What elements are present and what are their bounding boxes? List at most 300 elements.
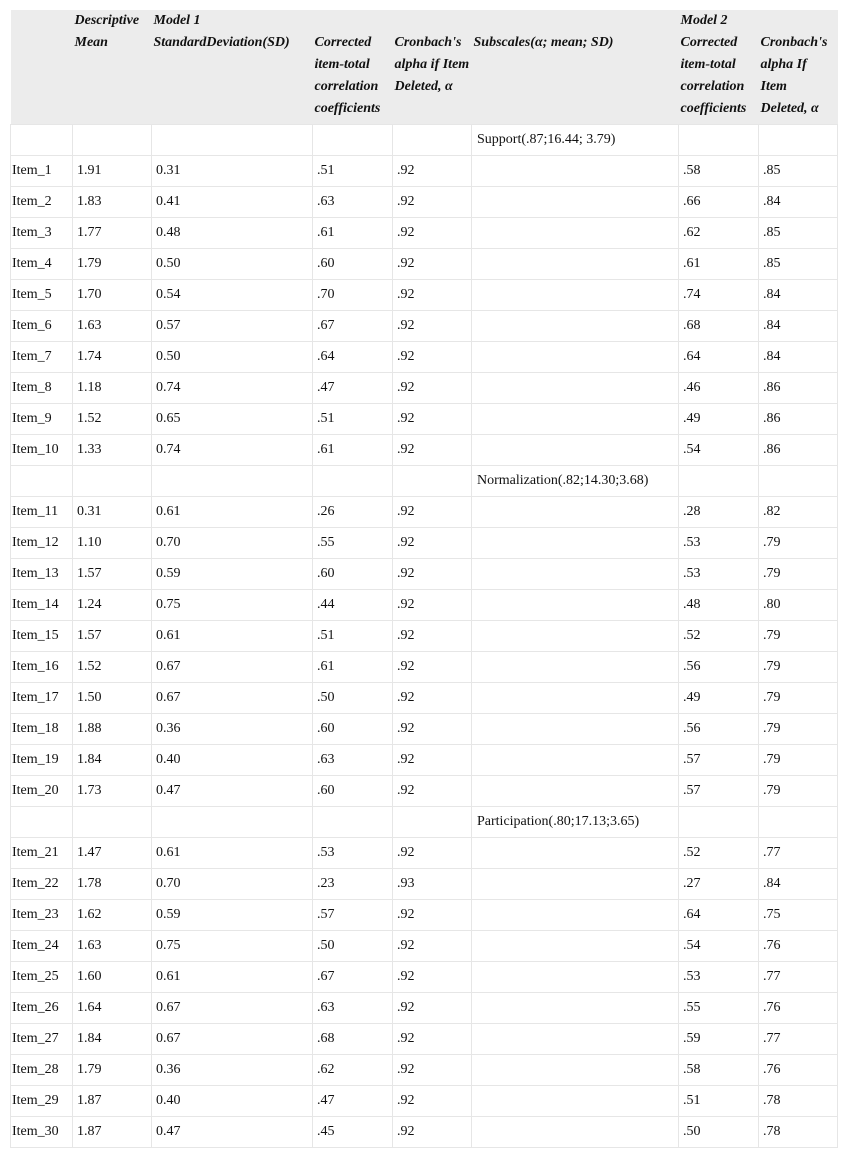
item-name-cell: Item_8 <box>11 373 73 404</box>
m1-alpha-cell: .92 <box>393 342 472 373</box>
m2-alpha-cell: .79 <box>759 652 838 683</box>
header-cell: Model 1 <box>152 10 313 32</box>
sd-cell: 0.67 <box>152 652 313 683</box>
subscale-cell <box>472 435 679 466</box>
m2-correlation-cell: .59 <box>679 1024 759 1055</box>
subscale-cell <box>472 373 679 404</box>
m1-alpha-cell: .92 <box>393 931 472 962</box>
table-row <box>11 559 838 590</box>
subscale-cell <box>472 1055 679 1086</box>
header-cell: StandardDeviation(SD) <box>152 32 313 125</box>
m1-correlation-cell: .51 <box>313 156 393 187</box>
subscale-cell <box>472 900 679 931</box>
mean-cell: 1.63 <box>73 931 152 962</box>
m2-correlation-cell: .53 <box>679 962 759 993</box>
empty-cell <box>679 807 759 838</box>
subscale-cell <box>472 218 679 249</box>
subscale-cell <box>472 187 679 218</box>
m2-alpha-cell: .80 <box>759 590 838 621</box>
m2-alpha-cell: .85 <box>759 249 838 280</box>
m1-correlation-cell: .50 <box>313 931 393 962</box>
item-name-cell: Item_18 <box>11 714 73 745</box>
item-name-cell: Item_29 <box>11 1086 73 1117</box>
m1-alpha-cell: .92 <box>393 714 472 745</box>
sd-cell: 0.36 <box>152 1055 313 1086</box>
empty-cell <box>11 807 73 838</box>
subscale-cell <box>472 838 679 869</box>
sd-cell: 0.67 <box>152 683 313 714</box>
subscale-cell <box>472 342 679 373</box>
m2-correlation-cell: .64 <box>679 900 759 931</box>
m2-correlation-cell: .51 <box>679 1086 759 1117</box>
m1-correlation-cell: .63 <box>313 993 393 1024</box>
m1-correlation-cell: .61 <box>313 652 393 683</box>
m2-correlation-cell: .57 <box>679 776 759 807</box>
table-row <box>11 745 838 776</box>
item-name-cell: Item_14 <box>11 590 73 621</box>
item-name-cell: Item_21 <box>11 838 73 869</box>
m1-alpha-cell: .92 <box>393 1024 472 1055</box>
header-row-1 <box>11 10 838 32</box>
table-row <box>11 962 838 993</box>
table-row <box>11 404 838 435</box>
empty-cell <box>393 807 472 838</box>
m1-alpha-cell: .92 <box>393 900 472 931</box>
header-cell <box>11 10 73 32</box>
sd-cell: 0.75 <box>152 931 313 962</box>
subscale-cell <box>472 993 679 1024</box>
mean-cell: 1.88 <box>73 714 152 745</box>
header-cell: Mean <box>73 32 152 125</box>
mean-cell: 1.77 <box>73 218 152 249</box>
mean-cell: 1.70 <box>73 280 152 311</box>
m2-alpha-cell: .77 <box>759 1024 838 1055</box>
empty-cell <box>11 466 73 497</box>
item-name-cell: Item_9 <box>11 404 73 435</box>
m2-alpha-cell: .78 <box>759 1086 838 1117</box>
m1-alpha-cell: .92 <box>393 373 472 404</box>
mean-cell: 1.57 <box>73 559 152 590</box>
subscale-cell <box>472 311 679 342</box>
m2-correlation-cell: .27 <box>679 869 759 900</box>
item-name-cell: Item_13 <box>11 559 73 590</box>
sd-cell: 0.74 <box>152 373 313 404</box>
m2-alpha-cell: .86 <box>759 435 838 466</box>
empty-cell <box>313 125 393 156</box>
m1-alpha-cell: .92 <box>393 1055 472 1086</box>
header-cell: Corrected item-total correlation coefficients <box>679 32 759 125</box>
mean-cell: 1.52 <box>73 404 152 435</box>
m1-correlation-cell: .55 <box>313 528 393 559</box>
header-cell <box>313 10 393 32</box>
subscale-cell <box>472 714 679 745</box>
m2-correlation-cell: .68 <box>679 311 759 342</box>
sd-cell: 0.31 <box>152 156 313 187</box>
table-row <box>11 993 838 1024</box>
m1-correlation-cell: .51 <box>313 404 393 435</box>
table-row <box>11 280 838 311</box>
m1-correlation-cell: .50 <box>313 683 393 714</box>
item-name-cell: Item_28 <box>11 1055 73 1086</box>
m1-alpha-cell: .92 <box>393 435 472 466</box>
header-cell <box>759 10 838 32</box>
m2-alpha-cell: .79 <box>759 745 838 776</box>
subscale-cell <box>472 745 679 776</box>
m2-correlation-cell: .49 <box>679 404 759 435</box>
mean-cell: 1.60 <box>73 962 152 993</box>
m2-alpha-cell: .75 <box>759 900 838 931</box>
m2-correlation-cell: .54 <box>679 931 759 962</box>
item-name-cell: Item_7 <box>11 342 73 373</box>
m2-correlation-cell: .53 <box>679 559 759 590</box>
reliability-table <box>10 10 838 1148</box>
m1-alpha-cell: .92 <box>393 497 472 528</box>
subscale-cell <box>472 683 679 714</box>
subscale-cell <box>472 931 679 962</box>
m2-correlation-cell: .52 <box>679 621 759 652</box>
empty-cell <box>679 125 759 156</box>
item-name-cell: Item_25 <box>11 962 73 993</box>
table-row <box>11 187 838 218</box>
subscale-cell <box>472 280 679 311</box>
item-name-cell: Item_6 <box>11 311 73 342</box>
m2-correlation-cell: .64 <box>679 342 759 373</box>
header-cell <box>11 32 73 125</box>
sd-cell: 0.47 <box>152 776 313 807</box>
empty-cell <box>152 807 313 838</box>
m2-correlation-cell: .52 <box>679 838 759 869</box>
subscale-cell <box>472 590 679 621</box>
m2-alpha-cell: .82 <box>759 497 838 528</box>
mean-cell: 1.87 <box>73 1086 152 1117</box>
mean-cell: 1.10 <box>73 528 152 559</box>
m1-alpha-cell: .92 <box>393 683 472 714</box>
m1-alpha-cell: .92 <box>393 776 472 807</box>
m1-correlation-cell: .47 <box>313 373 393 404</box>
m2-alpha-cell: .85 <box>759 156 838 187</box>
m2-correlation-cell: .56 <box>679 714 759 745</box>
m2-alpha-cell: .79 <box>759 621 838 652</box>
mean-cell: 1.24 <box>73 590 152 621</box>
mean-cell: 1.64 <box>73 993 152 1024</box>
mean-cell: 1.52 <box>73 652 152 683</box>
m2-alpha-cell: .84 <box>759 869 838 900</box>
mean-cell: 1.62 <box>73 900 152 931</box>
empty-cell <box>759 807 838 838</box>
m1-alpha-cell: .92 <box>393 621 472 652</box>
subscale-label: Support(.87;16.44; 3.79) <box>472 125 679 156</box>
table-row <box>11 218 838 249</box>
mean-cell: 1.50 <box>73 683 152 714</box>
m2-correlation-cell: .56 <box>679 652 759 683</box>
m1-correlation-cell: .26 <box>313 497 393 528</box>
m2-alpha-cell: .79 <box>759 776 838 807</box>
table-row <box>11 1055 838 1086</box>
header-cell: Cronbach's alpha if Item Deleted, α <box>393 32 472 125</box>
subscale-cell <box>472 559 679 590</box>
item-name-cell: Item_11 <box>11 497 73 528</box>
sd-cell: 0.48 <box>152 218 313 249</box>
m2-correlation-cell: .62 <box>679 218 759 249</box>
header-cell <box>472 10 679 32</box>
table-row <box>11 373 838 404</box>
m2-alpha-cell: .86 <box>759 373 838 404</box>
mean-cell: 1.91 <box>73 156 152 187</box>
sd-cell: 0.41 <box>152 187 313 218</box>
m2-alpha-cell: .86 <box>759 404 838 435</box>
m1-alpha-cell: .92 <box>393 280 472 311</box>
table-row <box>11 342 838 373</box>
item-name-cell: Item_4 <box>11 249 73 280</box>
m1-correlation-cell: .68 <box>313 1024 393 1055</box>
m1-correlation-cell: .57 <box>313 900 393 931</box>
sd-cell: 0.50 <box>152 342 313 373</box>
table-row <box>11 156 838 187</box>
item-name-cell: Item_26 <box>11 993 73 1024</box>
mean-cell: 1.78 <box>73 869 152 900</box>
m2-correlation-cell: .28 <box>679 497 759 528</box>
m2-alpha-cell: .79 <box>759 559 838 590</box>
sd-cell: 0.70 <box>152 528 313 559</box>
mean-cell: 1.84 <box>73 745 152 776</box>
m1-alpha-cell: .92 <box>393 528 472 559</box>
m2-correlation-cell: .49 <box>679 683 759 714</box>
m2-correlation-cell: .57 <box>679 745 759 776</box>
empty-cell <box>759 466 838 497</box>
header-cell <box>393 10 472 32</box>
table-header <box>11 10 838 125</box>
sd-cell: 0.61 <box>152 497 313 528</box>
m2-alpha-cell: .79 <box>759 683 838 714</box>
m2-correlation-cell: .46 <box>679 373 759 404</box>
subscale-cell <box>472 869 679 900</box>
m2-alpha-cell: .76 <box>759 931 838 962</box>
mean-cell: 0.31 <box>73 497 152 528</box>
sd-cell: 0.67 <box>152 1024 313 1055</box>
m1-correlation-cell: .23 <box>313 869 393 900</box>
mean-cell: 1.79 <box>73 1055 152 1086</box>
m1-correlation-cell: .67 <box>313 962 393 993</box>
item-name-cell: Item_27 <box>11 1024 73 1055</box>
empty-cell <box>393 125 472 156</box>
mean-cell: 1.83 <box>73 187 152 218</box>
m1-alpha-cell: .92 <box>393 559 472 590</box>
m2-alpha-cell: .84 <box>759 311 838 342</box>
mean-cell: 1.74 <box>73 342 152 373</box>
m2-correlation-cell: .50 <box>679 1117 759 1148</box>
subscale-label: Participation(.80;17.13;3.65) <box>472 807 679 838</box>
empty-cell <box>73 807 152 838</box>
sd-cell: 0.59 <box>152 900 313 931</box>
sd-cell: 0.40 <box>152 745 313 776</box>
header-row-2 <box>11 32 838 125</box>
header-cell: Descriptive <box>73 10 152 32</box>
item-name-cell: Item_23 <box>11 900 73 931</box>
m1-correlation-cell: .47 <box>313 1086 393 1117</box>
m2-correlation-cell: .61 <box>679 249 759 280</box>
m1-correlation-cell: .45 <box>313 1117 393 1148</box>
m1-alpha-cell: .92 <box>393 652 472 683</box>
subscale-cell <box>472 156 679 187</box>
m1-alpha-cell: .92 <box>393 993 472 1024</box>
item-name-cell: Item_3 <box>11 218 73 249</box>
header-cell: Model 2 <box>679 10 759 32</box>
empty-cell <box>759 125 838 156</box>
empty-cell <box>313 807 393 838</box>
empty-cell <box>11 125 73 156</box>
sd-cell: 0.74 <box>152 435 313 466</box>
m2-alpha-cell: .85 <box>759 218 838 249</box>
sd-cell: 0.54 <box>152 280 313 311</box>
sd-cell: 0.57 <box>152 311 313 342</box>
table-row <box>11 528 838 559</box>
m2-correlation-cell: .54 <box>679 435 759 466</box>
item-name-cell: Item_1 <box>11 156 73 187</box>
item-name-cell: Item_20 <box>11 776 73 807</box>
m2-alpha-cell: .76 <box>759 993 838 1024</box>
header-cell: Corrected item-total correlation coefficients <box>313 32 393 125</box>
m1-alpha-cell: .92 <box>393 311 472 342</box>
subscale-cell <box>472 621 679 652</box>
m1-alpha-cell: .92 <box>393 156 472 187</box>
empty-cell <box>679 466 759 497</box>
item-name-cell: Item_24 <box>11 931 73 962</box>
subscale-cell <box>472 1024 679 1055</box>
m1-correlation-cell: .67 <box>313 311 393 342</box>
table-row <box>11 621 838 652</box>
table-row <box>11 497 838 528</box>
empty-cell <box>393 466 472 497</box>
subscale-label: Normalization(.82;14.30;3.68) <box>472 466 679 497</box>
m1-correlation-cell: .60 <box>313 714 393 745</box>
empty-cell <box>152 466 313 497</box>
table-row <box>11 1024 838 1055</box>
m1-alpha-cell: .93 <box>393 869 472 900</box>
subscale-cell <box>472 652 679 683</box>
item-name-cell: Item_5 <box>11 280 73 311</box>
m2-correlation-cell: .48 <box>679 590 759 621</box>
subscale-cell <box>472 1086 679 1117</box>
sd-cell: 0.47 <box>152 1117 313 1148</box>
sd-cell: 0.61 <box>152 962 313 993</box>
subscale-row <box>11 807 838 838</box>
sd-cell: 0.61 <box>152 621 313 652</box>
m1-correlation-cell: .70 <box>313 280 393 311</box>
table-row <box>11 249 838 280</box>
subscale-row <box>11 466 838 497</box>
m2-correlation-cell: .58 <box>679 1055 759 1086</box>
m2-alpha-cell: .84 <box>759 342 838 373</box>
m2-correlation-cell: .66 <box>679 187 759 218</box>
subscale-cell <box>472 528 679 559</box>
table-row <box>11 311 838 342</box>
sd-cell: 0.70 <box>152 869 313 900</box>
table-row <box>11 714 838 745</box>
m2-alpha-cell: .78 <box>759 1117 838 1148</box>
m2-correlation-cell: .55 <box>679 993 759 1024</box>
m1-alpha-cell: .92 <box>393 962 472 993</box>
m2-correlation-cell: .53 <box>679 528 759 559</box>
empty-cell <box>152 125 313 156</box>
mean-cell: 1.33 <box>73 435 152 466</box>
m1-alpha-cell: .92 <box>393 590 472 621</box>
m2-alpha-cell: .84 <box>759 280 838 311</box>
m2-correlation-cell: .74 <box>679 280 759 311</box>
m2-alpha-cell: .77 <box>759 962 838 993</box>
m1-correlation-cell: .60 <box>313 249 393 280</box>
header-cell: Subscales(α; mean; SD) <box>472 32 679 125</box>
item-name-cell: Item_22 <box>11 869 73 900</box>
item-name-cell: Item_17 <box>11 683 73 714</box>
empty-cell <box>73 466 152 497</box>
table-body <box>11 125 838 1148</box>
mean-cell: 1.79 <box>73 249 152 280</box>
subscale-cell <box>472 249 679 280</box>
m1-correlation-cell: .61 <box>313 435 393 466</box>
m2-correlation-cell: .58 <box>679 156 759 187</box>
m1-alpha-cell: .92 <box>393 1117 472 1148</box>
m1-correlation-cell: .44 <box>313 590 393 621</box>
empty-cell <box>313 466 393 497</box>
table-row <box>11 869 838 900</box>
subscale-row <box>11 125 838 156</box>
header-cell: Cronbach's alpha If Item Deleted, α <box>759 32 838 125</box>
sd-cell: 0.65 <box>152 404 313 435</box>
mean-cell: 1.63 <box>73 311 152 342</box>
m1-alpha-cell: .92 <box>393 187 472 218</box>
m1-correlation-cell: .51 <box>313 621 393 652</box>
table-row <box>11 900 838 931</box>
m2-alpha-cell: .77 <box>759 838 838 869</box>
sd-cell: 0.67 <box>152 993 313 1024</box>
m1-correlation-cell: .60 <box>313 776 393 807</box>
table-row <box>11 776 838 807</box>
mean-cell: 1.18 <box>73 373 152 404</box>
m2-alpha-cell: .79 <box>759 714 838 745</box>
empty-cell <box>73 125 152 156</box>
sd-cell: 0.75 <box>152 590 313 621</box>
sd-cell: 0.61 <box>152 838 313 869</box>
m1-alpha-cell: .92 <box>393 1086 472 1117</box>
item-name-cell: Item_15 <box>11 621 73 652</box>
m1-correlation-cell: .53 <box>313 838 393 869</box>
m1-correlation-cell: .62 <box>313 1055 393 1086</box>
m2-alpha-cell: .84 <box>759 187 838 218</box>
item-name-cell: Item_30 <box>11 1117 73 1148</box>
table-row <box>11 683 838 714</box>
item-name-cell: Item_2 <box>11 187 73 218</box>
m1-correlation-cell: .63 <box>313 745 393 776</box>
table-row <box>11 931 838 962</box>
m1-alpha-cell: .92 <box>393 218 472 249</box>
subscale-cell <box>472 962 679 993</box>
m1-correlation-cell: .60 <box>313 559 393 590</box>
sd-cell: 0.59 <box>152 559 313 590</box>
item-name-cell: Item_10 <box>11 435 73 466</box>
table-row <box>11 435 838 466</box>
m2-alpha-cell: .76 <box>759 1055 838 1086</box>
item-name-cell: Item_12 <box>11 528 73 559</box>
m1-correlation-cell: .61 <box>313 218 393 249</box>
mean-cell: 1.87 <box>73 1117 152 1148</box>
table-row <box>11 1117 838 1148</box>
subscale-cell <box>472 776 679 807</box>
table-row <box>11 652 838 683</box>
table-row <box>11 1086 838 1117</box>
sd-cell: 0.50 <box>152 249 313 280</box>
m1-alpha-cell: .92 <box>393 838 472 869</box>
m2-alpha-cell: .79 <box>759 528 838 559</box>
